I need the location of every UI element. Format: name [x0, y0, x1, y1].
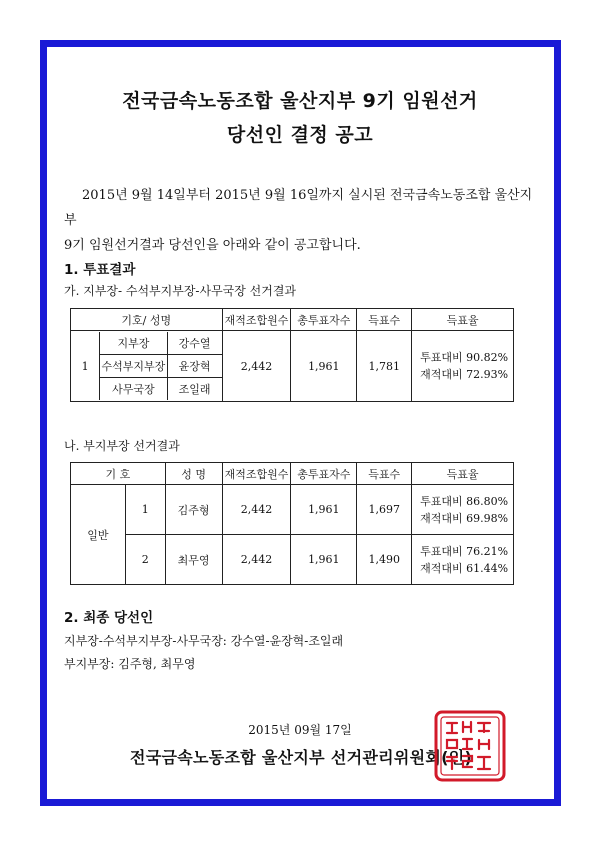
group-label: 일반	[71, 485, 126, 585]
page-title: 전국금속노동조합 울산지부 9기 임원선거	[122, 90, 478, 112]
section-1-heading: 1. 투표결과	[64, 262, 136, 278]
announcement-date: 2015년 09월 17일	[248, 723, 352, 737]
candidate-role: 수석부지부장	[100, 355, 167, 378]
header-number-name: 기호/ 성명	[71, 309, 223, 331]
official-seal-icon	[433, 709, 507, 783]
intro-paragraph	[64, 183, 544, 258]
votes-value: 1,781	[357, 331, 412, 402]
header-total-voters: 총투표자수	[291, 309, 357, 331]
issuer-name: 전국금속노동조합 울산지부 선거관리위원회(인)	[130, 748, 473, 767]
rate-registered: 재적대비 61.44%	[420, 561, 509, 575]
row-registered: 2,442	[222, 535, 291, 585]
row-total-voters: 1,961	[291, 485, 357, 535]
candidate-subtable	[71, 332, 222, 400]
row-number: 1	[125, 485, 165, 535]
subsection-b-label: 나. 부지부장 선거결과	[64, 439, 180, 453]
header-total-voters: 총투표자수	[291, 463, 357, 485]
header-number: 기 호	[71, 463, 166, 485]
header-votes: 득표수	[357, 463, 412, 485]
row-number: 2	[125, 535, 165, 585]
rate-vote: 투표대비 86.80%	[420, 494, 509, 508]
results-table-b	[70, 462, 514, 585]
rate-value	[412, 331, 514, 402]
total-voters-value: 1,961	[291, 331, 357, 402]
row-rate	[412, 485, 514, 535]
candidate-name: 강수열	[167, 332, 221, 355]
subsection-a-label: 가. 지부장- 수석부지부장-사무국장 선거결과	[64, 284, 297, 298]
row-name: 김주형	[165, 485, 222, 535]
row-registered: 2,442	[222, 485, 291, 535]
candidate-number: 1	[71, 332, 100, 400]
row-votes: 1,490	[357, 535, 412, 585]
final-winners-line-1: 지부장-수석부지부장-사무국장: 강수열-윤장혁-조일래	[64, 634, 344, 648]
candidate-name: 조일래	[167, 378, 221, 401]
header-rate: 득표율	[412, 309, 514, 331]
row-rate	[412, 535, 514, 585]
page-border	[40, 40, 561, 806]
results-table-a	[70, 308, 514, 402]
candidate-role: 사무국장	[100, 378, 167, 401]
rate-registered: 재적대비 69.98%	[420, 511, 509, 525]
final-winners-line-2: 부지부장: 김주형, 최무영	[64, 657, 196, 671]
rate-registered: 재적대비 72.93%	[420, 368, 509, 381]
header-registered: 재적조합원수	[222, 309, 291, 331]
intro-line-2: 9기 임원선거결과 당선인을 아래와 같이 공고합니다.	[64, 238, 361, 253]
intro-line-1: 2015년 9월 14일부터 2015년 9월 16일까지 실시된 전국금속노동조합 울산지부	[64, 188, 533, 228]
rate-vote: 투표대비 90.82%	[420, 351, 509, 364]
rate-vote: 투표대비 76.21%	[420, 544, 509, 558]
section-2-heading: 2. 최종 당선인	[64, 610, 154, 626]
header-rate: 득표율	[412, 463, 514, 485]
header-name: 성 명	[165, 463, 222, 485]
page-subtitle: 당선인 결정 공고	[226, 124, 374, 146]
row-votes: 1,697	[357, 485, 412, 535]
candidate-name: 윤장혁	[167, 355, 221, 378]
header-registered: 재적조합원수	[222, 463, 291, 485]
row-name: 최무영	[165, 535, 222, 585]
candidate-role: 지부장	[100, 332, 167, 355]
header-votes: 득표수	[357, 309, 412, 331]
candidate-cell	[71, 331, 223, 402]
row-total-voters: 1,961	[291, 535, 357, 585]
registered-value: 2,442	[222, 331, 291, 402]
